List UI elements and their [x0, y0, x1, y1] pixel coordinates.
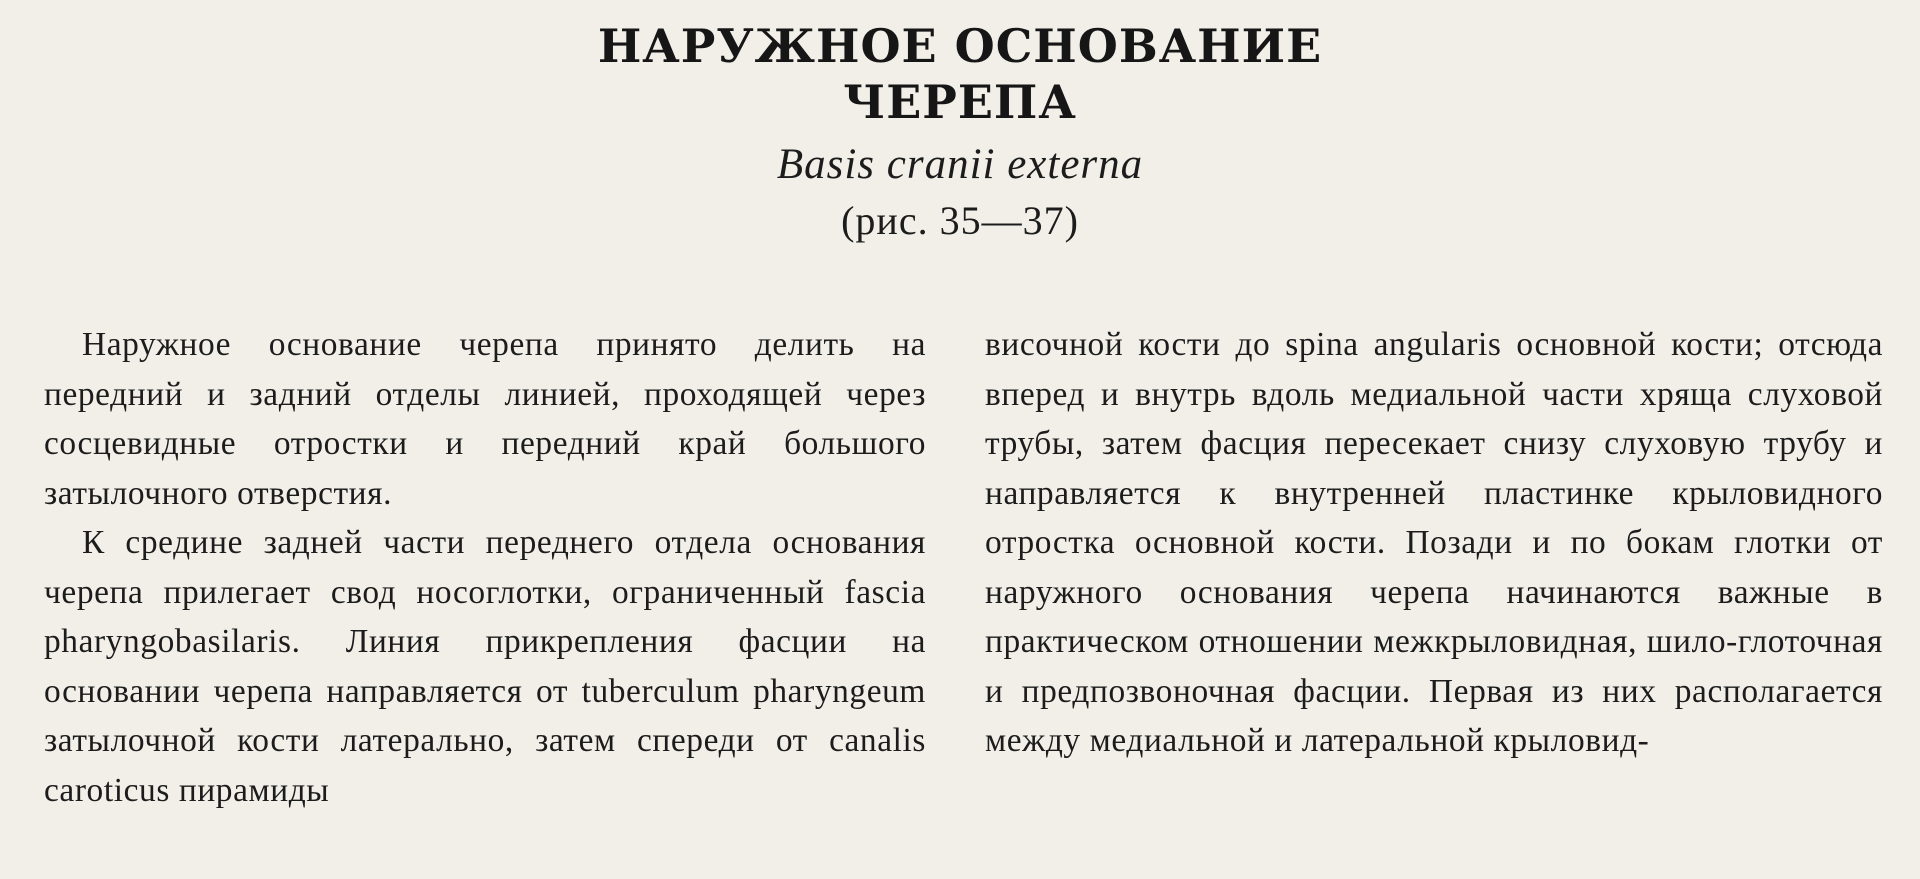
right-text-column: [985, 320, 1883, 766]
section-title-line-2: ЧЕРЕПА: [843, 75, 1077, 129]
left-text-column: [44, 320, 926, 815]
section-title-line-1: НАРУЖНОЕ ОСНОВАНИЕ: [597, 19, 1323, 73]
section-heading: [0, 18, 1920, 248]
right-paragraph-1: височной кости до spina angularis основной кости; отсюда вперед и внутрь вдоль медиальной части хряща слуховой трубы, затем фасция пересекает снизу слуховую трубу и направляется к внутренней пластинке крыловидного отростка основной кости. Позади и по бокам глотки от наружного основания черепа начинаются важные в практическом отношении межкрыловидная, шило-глоточная и предпозвоночная фасции. Первая из них располагается между медиальной и латеральной крыловид-: [985, 326, 1883, 759]
left-paragraph-2: К средине задней части переднего отдела основания черепа прилегает свод носоглотки, ограниченный fascia pharyngobasilaris. Линия прикрепления фасции на основании черепа направляется от tuberculum pharyngeum затылочной кости латерально, затем спереди от canalis caroticus пирамиды: [44, 524, 926, 809]
latin-term: Basis cranii externa: [776, 141, 1144, 188]
left-paragraph-1: Наружное основание черепа принято делить на передний и задний отделы линией, проходящей через сосцевидные отростки и передний край большого затылочного отверстия.: [44, 326, 926, 512]
figure-reference: (рис. 35—37): [841, 198, 1079, 243]
